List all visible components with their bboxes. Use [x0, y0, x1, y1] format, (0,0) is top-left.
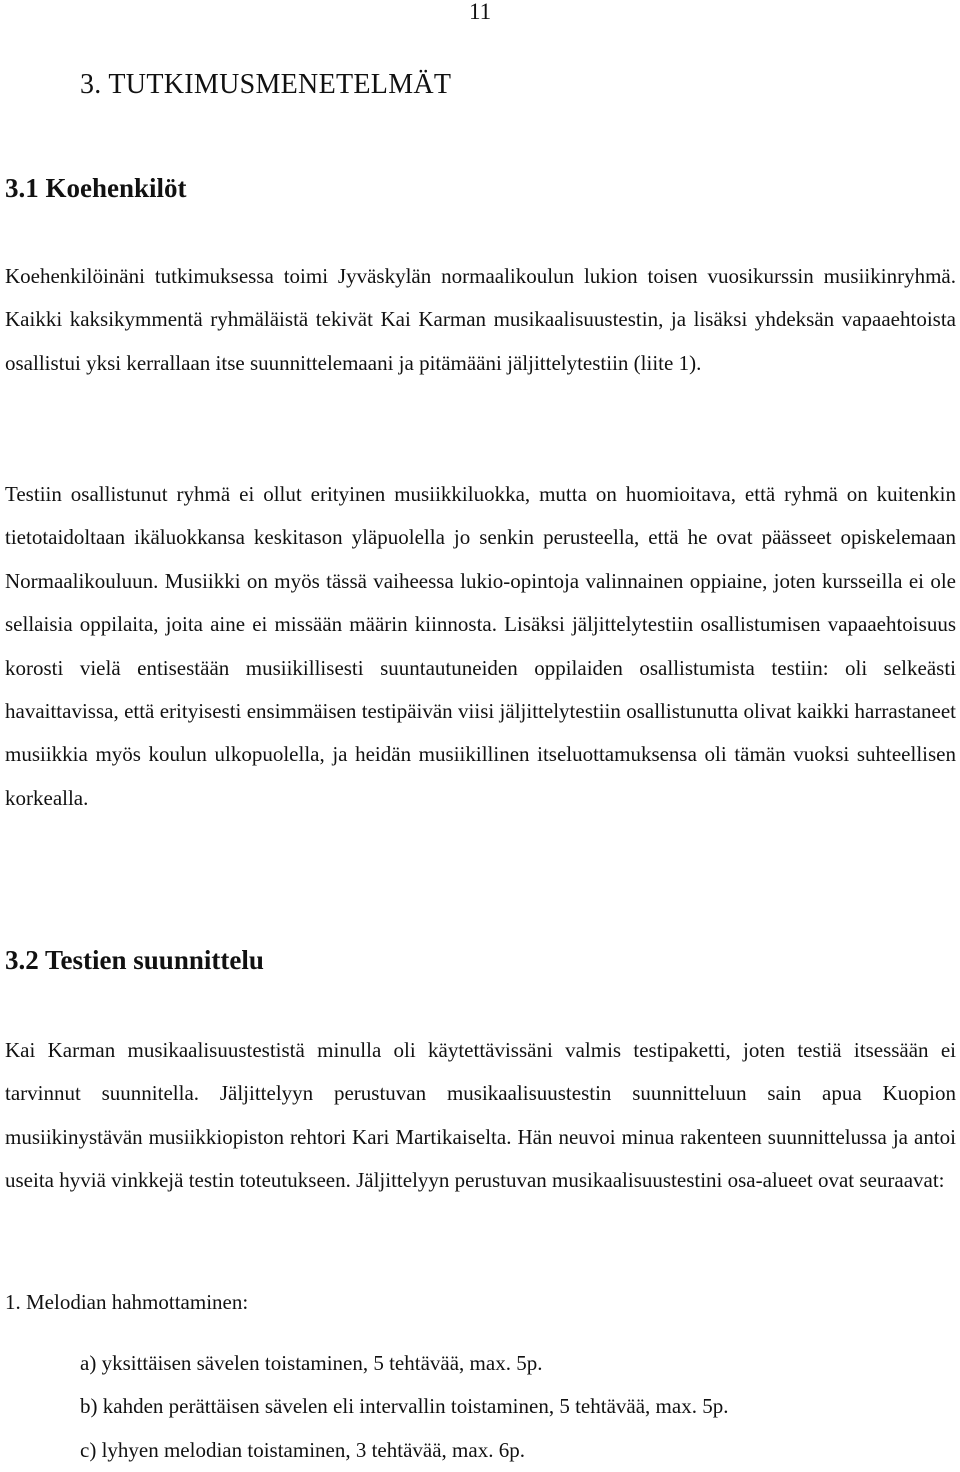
list-title: 1. Melodian hahmottaminen:: [5, 1290, 249, 1314]
list-item: b) kahden perättäisen sävelen eli intervallin toistaminen, 5 tehtävää, max. 5p.: [80, 1394, 729, 1419]
paragraph: Koehenkilöinäni tutkimuksessa toimi Jyväskylän normaalikoulun lukion toisen vuosikurssin musiikinryhmä. Kaikki kaksikymmentä ryhmäläistä tekivät Kai Karman musikaalisuustestin, ja lisäksi yhdeksän vapaaehtoista osallistui yksi kerrallaan itse suunnittelemaani ja pitämääni jäljittelytestiin (liite 1).: [5, 264, 956, 375]
list-item: c) lyhyen melodian toistaminen, 3 tehtävää, max. 6p.: [80, 1437, 525, 1462]
section-heading-testien-suunnittelu: 3.2 Testien suunnittelu: [5, 945, 264, 975]
sub-item-list: [80, 1342, 728, 1472]
paragraph: Testiin osallistunut ryhmä ei ollut erityinen musiikkiluokka, mutta on huomioitava, että ryhmä on kuitenkin tietotaidoltaan ikäluokkansa keskitason yläpuolella jo senkin perusteella, että he ovat päässeet opiskelemaan Normaalikouluun. Musiikki on myös tässä vaiheessa lukio-opintoja valinnainen oppiaine, joten kursseilla ei ole sellaisia oppilaita, joita aine ei missään määrin kiinnosta. Lisäksi jäljittelytestiin osallistumisen vapaaehtoisuus korosti vielä entisestään musiikillisesti suuntautuneiden oppilaiden osallistumista testiin: oli selkeästi havaittavissa, että erityisesti ensimmäisen testipäivän viisi jäljittelytestiin osallistunutta olivat kaikki harrastaneet musiikkia myös koulun ulkopuolella, ja heidän musiikillinen itseluottamuksensa oli tämän vuoksi suhteellisen korkealla.: [5, 482, 956, 810]
paragraph: Kai Karman musikaalisuustestistä minulla oli käytettävissäni valmis testipaketti, joten testiä itsessään ei tarvinnut suunnitella. Jäljittelyyn perustuvan musikaalisuustestin suunnitteluun sain apua Kuopion musiikinystävän musiikkiopiston rehtori Kari Martikaiselta. Hän neuvoi minua rakenteen suunnittelussa ja antoi useita hyviä vinkkejä testin toteutukseen. Jäljittelyyn perustuvan musikaalisuustestini osa-alueet ovat seuraavat:: [5, 1038, 956, 1193]
chapter-heading: 3. TUTKIMUSMENETELMÄT: [80, 69, 452, 100]
page-number: 11: [469, 0, 492, 24]
section-heading-koehenkilot: 3.1 Koehenkilöt: [5, 173, 187, 203]
list-item: a) yksittäisen sävelen toistaminen, 5 tehtävää, max. 5p.: [80, 1351, 543, 1375]
